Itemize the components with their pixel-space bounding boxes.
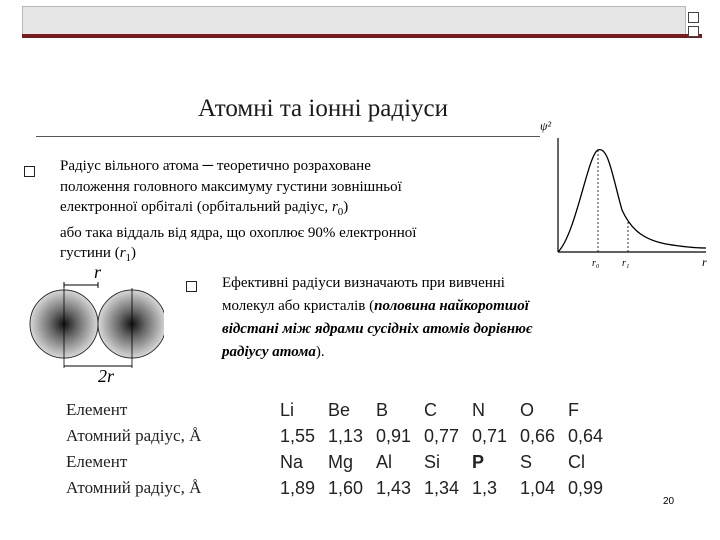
atom-right — [98, 290, 164, 358]
subscript: 0 — [337, 206, 344, 218]
text-span: ) — [343, 199, 349, 215]
table-cell: Al — [376, 451, 393, 472]
table-cell: Si — [424, 451, 441, 472]
row-label: Атомний радіус, Å — [66, 426, 202, 445]
text-line — [222, 318, 652, 341]
emphasis-text: відстані між ядрами сусідніх атомів дорівнює — [222, 321, 533, 337]
two-atoms-figure — [14, 262, 164, 386]
table-cell: N — [472, 399, 485, 420]
corner-square-icon — [688, 26, 699, 37]
subscript: 1 — [125, 252, 132, 264]
table-row — [66, 423, 616, 449]
table-cell: 0,64 — [568, 425, 604, 446]
row-label: Елемент — [66, 452, 128, 471]
table-cell: B — [376, 399, 389, 420]
table-cell: 1,55 — [280, 425, 316, 446]
table-cell: Be — [328, 399, 351, 420]
text-line — [222, 341, 652, 364]
graph-x-label: r — [702, 255, 707, 269]
table-cell: C — [424, 399, 437, 420]
emphasis-text: половина найкоротшої — [374, 298, 529, 314]
paragraph-free-atom-radius — [60, 156, 560, 269]
header-accent-line — [22, 34, 702, 38]
text-span: електронної орбіталі (орбітальний радіус, — [60, 199, 332, 215]
table-cell: Cl — [568, 451, 585, 472]
tick-r0: r₀ — [592, 258, 600, 269]
bullet-square-icon — [24, 166, 35, 177]
table-cell: 0,71 — [472, 425, 508, 446]
text-span: ) — [131, 245, 137, 261]
text-span: густини ( — [60, 245, 120, 261]
text-line — [222, 295, 652, 318]
row-label: Атомний радіус, Å — [66, 478, 202, 497]
table-cell: 1,43 — [376, 477, 412, 498]
table-cell: 1,89 — [280, 477, 316, 498]
variable-r: r — [119, 245, 126, 261]
atom-distance-label: 2r — [98, 366, 115, 386]
table-row — [66, 397, 616, 423]
text-span: ). — [315, 344, 325, 360]
table-cell: 1,3 — [472, 477, 498, 498]
row-label: Елемент — [66, 400, 128, 419]
table-cell: 1,34 — [424, 477, 460, 498]
table-cell: 1,13 — [328, 425, 364, 446]
table-cell: 0,77 — [424, 425, 460, 446]
variable-r: r — [331, 199, 338, 215]
table-cell: Mg — [328, 451, 354, 472]
atom-radius-label: r — [94, 262, 102, 282]
text-line: Радіус вільного атома ─ теоретично розраховане — [60, 158, 371, 174]
table-cell: 1,04 — [520, 477, 556, 498]
table-cell: F — [568, 399, 579, 420]
table-cell: O — [520, 399, 535, 420]
bullet-square-icon — [186, 281, 197, 292]
graph-y-label: ψ² — [540, 119, 552, 133]
slide-title: Атомні та іонні радіуси — [198, 95, 449, 122]
title-underline — [36, 136, 540, 137]
density-curve — [558, 150, 706, 252]
table-row — [66, 449, 616, 475]
table-cell: 0,91 — [376, 425, 412, 446]
table-cell: 1,60 — [328, 477, 364, 498]
text-line: положення головного максимуму густини зовнішньої — [60, 178, 402, 195]
table-cell: 0,66 — [520, 425, 556, 446]
table-cell: Li — [280, 399, 295, 420]
table-row — [66, 475, 616, 501]
atomic-radius-table — [66, 397, 616, 501]
text-line: Ефективні радіуси визначають при вивченні — [222, 275, 505, 291]
tick-r1: r₁ — [622, 258, 630, 269]
electron-density-graph — [536, 114, 716, 270]
text-line: або така віддаль від ядра, що охоплює 90% електронної — [60, 224, 417, 241]
text-span: молекул або кристалів ( — [222, 298, 375, 314]
table-cell: 0,99 — [568, 477, 604, 498]
corner-square-icon — [688, 12, 699, 23]
table-cell: S — [520, 451, 533, 472]
text-line — [60, 197, 560, 223]
table-cell: P — [472, 451, 485, 472]
table-cell: Na — [280, 451, 304, 472]
paragraph-effective-radius — [222, 272, 652, 364]
page-number: 20 — [663, 496, 675, 507]
emphasis-text: радіусу атома — [222, 344, 316, 360]
